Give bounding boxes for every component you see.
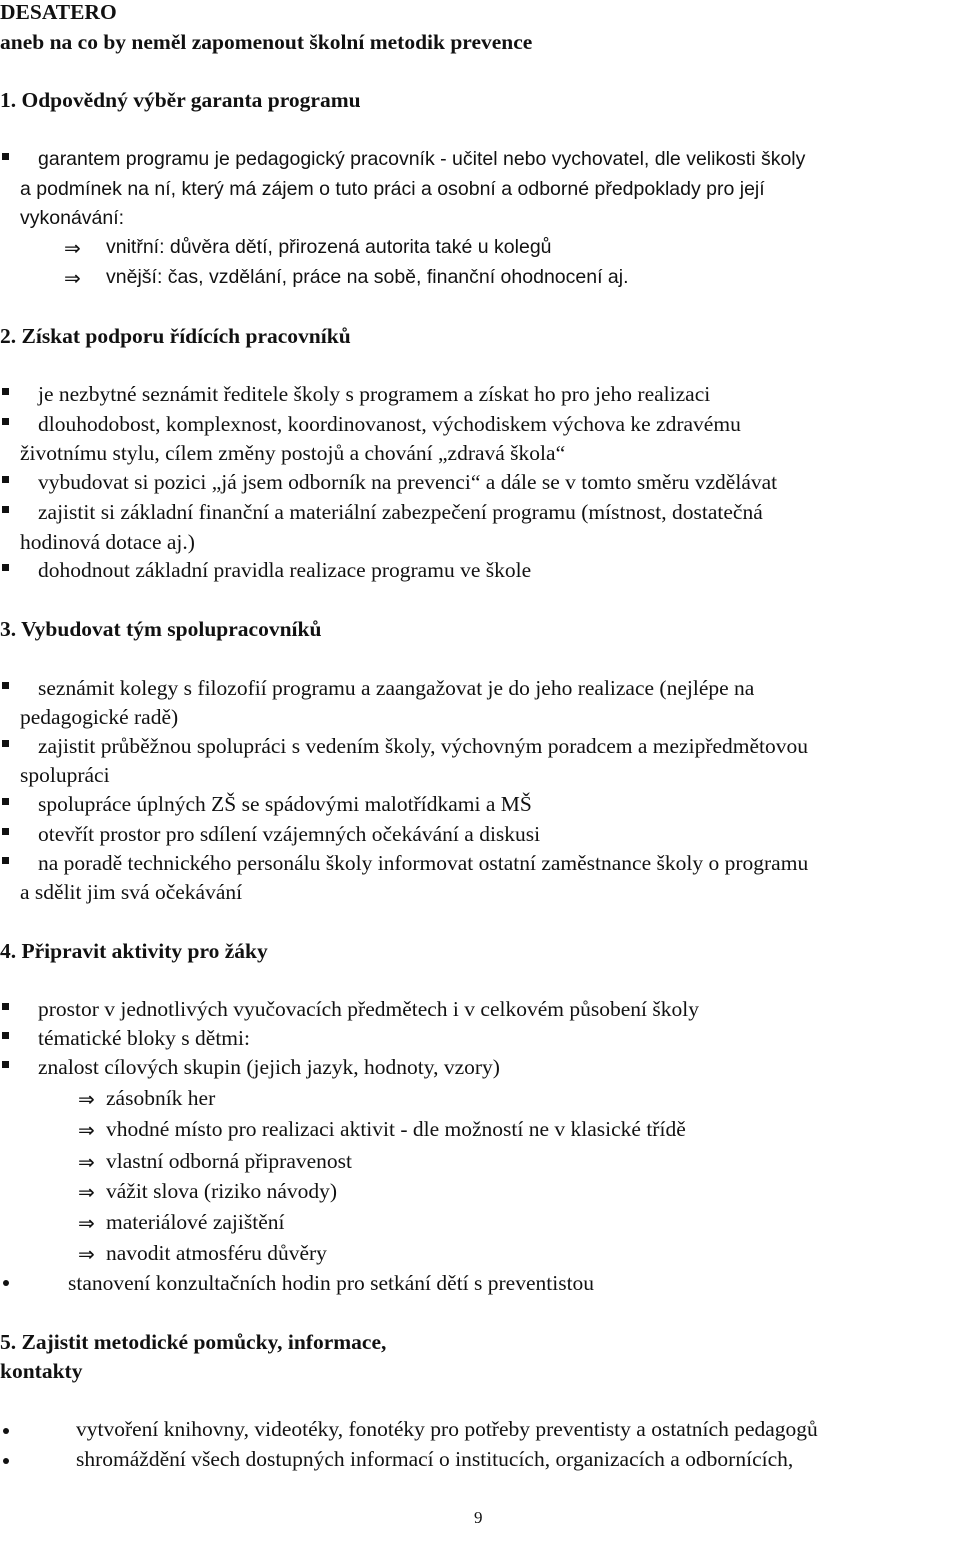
sub-item-text: vlastní odborná připravenost bbox=[106, 1149, 353, 1173]
section-heading: 2. Získat podporu řídících pracovníků bbox=[0, 324, 351, 348]
list-item-text: životnímu stylu, cílem změny postojů a chování „zdravá škola“ bbox=[20, 441, 566, 465]
list-item-text: znalost cílových skupin (jejich jazyk, hodnoty, vzory) bbox=[38, 1055, 500, 1079]
section-heading: 1. Odpovědný výběr garanta programu bbox=[0, 88, 361, 112]
list-item-text: vykonávání: bbox=[20, 207, 125, 229]
sub-item-text: materiálové zajištění bbox=[106, 1210, 285, 1234]
square-bullet-icon bbox=[2, 798, 9, 805]
list-item-text: dlouhodobost, komplexnost, koordinovanost, východiskem výchova ke zdravému bbox=[38, 412, 741, 436]
double-arrow-icon: ⇒ bbox=[78, 1087, 95, 1111]
list-item-text: prostor v jednotlivých vyučovacích předmětech i v celkovém působení školy bbox=[38, 997, 699, 1021]
list-item-text: tématické bloky s dětmi: bbox=[38, 1026, 250, 1050]
list-item-text: otevřít prostor pro sdílení vzájemných očekávání a diskusi bbox=[38, 822, 541, 846]
list-item-text: dohodnout základní pravidla realizace programu ve škole bbox=[38, 558, 532, 582]
double-arrow-icon: ⇒ bbox=[78, 1150, 95, 1174]
sub-item-text: vhodné místo pro realizaci aktivit - dle možností ne v klasické třídě bbox=[106, 1117, 686, 1141]
list-item-text: je nezbytné seznámit ředitele školy s programem a získat ho pro jeho realizaci bbox=[38, 382, 711, 406]
list-item-text: pedagogické radě) bbox=[20, 705, 179, 729]
section-heading: 4. Připravit aktivity pro žáky bbox=[0, 939, 268, 963]
square-bullet-icon bbox=[2, 1032, 9, 1039]
square-bullet-icon bbox=[2, 857, 9, 864]
list-item-text: na poradě technického personálu školy informovat ostatní zaměstnance školy o programu bbox=[38, 851, 809, 875]
square-bullet-icon bbox=[2, 682, 9, 689]
list-item-text: spolupráci bbox=[20, 763, 110, 787]
double-arrow-icon: ⇒ bbox=[78, 1180, 95, 1204]
section-heading: 5. Zajistit metodické pomůcky, informace, bbox=[0, 1330, 387, 1354]
round-bullet-icon bbox=[3, 1428, 9, 1434]
list-item-text: zajistit si základní finanční a materiální zabezpečení programu (místnost, dostatečná bbox=[38, 500, 763, 524]
square-bullet-icon bbox=[2, 388, 9, 395]
square-bullet-icon bbox=[2, 1003, 9, 1010]
section-heading: 3. Vybudovat tým spolupracovníků bbox=[0, 617, 322, 641]
double-arrow-icon: ⇒ bbox=[78, 1118, 95, 1142]
list-item-text: a sdělit jim svá očekávání bbox=[20, 880, 243, 904]
document-title: DESATERO bbox=[0, 0, 117, 24]
list-item-text: vytvoření knihovny, videotéky, fonotéky pro potřeby preventisty a ostatních pedagogů bbox=[76, 1417, 818, 1441]
page-number: 9 bbox=[474, 1508, 483, 1527]
double-arrow-icon: ⇒ bbox=[64, 266, 81, 290]
square-bullet-icon bbox=[2, 828, 9, 835]
square-bullet-icon bbox=[2, 506, 9, 513]
round-bullet-icon bbox=[3, 1458, 9, 1464]
sub-item-text: vážit slova (riziko návody) bbox=[106, 1179, 338, 1203]
list-item-text: spolupráce úplných ZŠ se spádovými malotřídkami a MŠ bbox=[38, 792, 532, 816]
list-item-text: zajistit průběžnou spolupráci s vedením školy, výchovným poradcem a mezipředmětovou bbox=[38, 734, 809, 758]
double-arrow-icon: ⇒ bbox=[78, 1242, 95, 1266]
square-bullet-icon bbox=[2, 476, 9, 483]
square-bullet-icon bbox=[2, 418, 9, 425]
list-item-text: vybudovat si pozici „já jsem odborník na prevenci“ a dále se v tomto směru vzdělávat bbox=[38, 470, 778, 494]
square-bullet-icon bbox=[2, 153, 9, 160]
square-bullet-icon bbox=[2, 740, 9, 747]
list-item-text: garantem programu je pedagogický pracovník - učitel nebo vychovatel, dle velikosti školy bbox=[38, 148, 806, 170]
double-arrow-icon: ⇒ bbox=[78, 1211, 95, 1235]
sub-item-text: zásobník her bbox=[106, 1086, 216, 1110]
section-heading: kontakty bbox=[0, 1359, 83, 1383]
square-bullet-icon bbox=[2, 1061, 9, 1068]
list-item-text: seznámit kolegy s filozofií programu a zaangažovat je do jeho realizace (nejlépe na bbox=[38, 676, 755, 700]
list-item-text: hodinová dotace aj.) bbox=[20, 530, 195, 554]
sub-item-text: vnitřní: důvěra dětí, přirozená autorita také u kolegů bbox=[106, 236, 552, 258]
list-item-text: shromáždění všech dostupných informací o institucích, organizacích a odbornících, bbox=[76, 1447, 794, 1471]
list-item-text: a podmínek na ní, který má zájem o tuto práci a osobní a odborné předpoklady pro její bbox=[20, 178, 765, 200]
double-arrow-icon: ⇒ bbox=[64, 236, 81, 260]
list-item-text: stanovení konzultačních hodin pro setkání dětí s preventistou bbox=[68, 1271, 595, 1295]
document-subtitle: aneb na co by neměl zapomenout školní metodik prevence bbox=[0, 30, 533, 54]
sub-item-text: navodit atmosféru důvěry bbox=[106, 1241, 327, 1265]
round-bullet-icon bbox=[3, 1280, 9, 1286]
sub-item-text: vnější: čas, vzdělání, práce na sobě, finanční ohodnocení aj. bbox=[106, 266, 629, 288]
square-bullet-icon bbox=[2, 564, 9, 571]
